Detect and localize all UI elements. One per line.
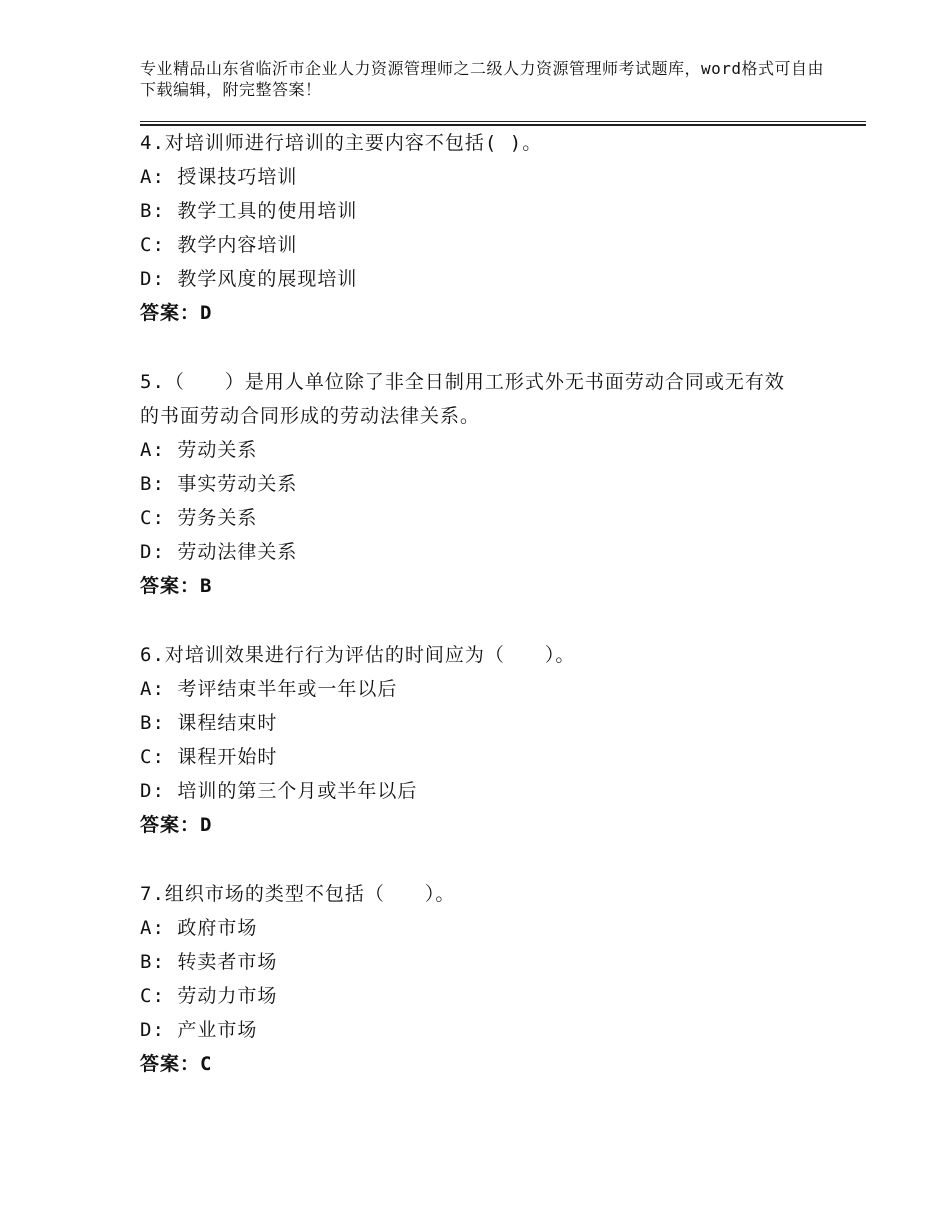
question-4 — [140, 126, 840, 330]
option-a: A: 授课技巧培训 — [140, 166, 298, 188]
option-b: B: 课程结束时 — [140, 712, 278, 734]
document-header: 专业精品山东省临沂市企业人力资源管理师之二级人力资源管理师考试题库，word格式可自由下载编辑，附完整答案！ — [140, 59, 825, 99]
option-b: B: 转卖者市场 — [140, 951, 278, 973]
question-7 — [140, 877, 840, 1081]
option-c: C: 课程开始时 — [140, 746, 278, 768]
question-stem: 4.对培训师进行培训的主要内容不包括( )。 — [140, 132, 543, 154]
option-d: D: 劳动法律关系 — [140, 541, 298, 563]
answer-label: 答案：B — [140, 575, 213, 597]
option-d: D: 产业市场 — [140, 1019, 258, 1041]
answer-label: 答案：C — [140, 1053, 213, 1075]
option-b: B: 教学工具的使用培训 — [140, 200, 358, 222]
option-c: C: 劳动力市场 — [140, 985, 278, 1007]
option-a: A: 政府市场 — [140, 917, 258, 939]
question-6 — [140, 638, 840, 842]
question-5 — [140, 365, 840, 603]
answer-label: 答案：D — [140, 814, 213, 836]
question-stem: 6.对培训效果进行行为评估的时间应为（ ）。 — [140, 644, 576, 666]
option-a: A: 考评结束半年或一年以后 — [140, 678, 398, 700]
question-stem: 5.（ ）是用人单位除了非全日制用工形式外无书面劳动合同或无有效的书面劳动合同形成的劳动法律关系。 — [140, 371, 785, 427]
header-rule-thin — [140, 121, 866, 122]
option-c: C: 劳务关系 — [140, 507, 258, 529]
answer-label: 答案：D — [140, 302, 213, 324]
option-b: B: 事实劳动关系 — [140, 473, 298, 495]
question-stem: 7.组织市场的类型不包括（ ）。 — [140, 883, 456, 905]
option-d: D: 教学风度的展现培训 — [140, 268, 358, 290]
option-d: D: 培训的第三个月或半年以后 — [140, 780, 418, 802]
option-c: C: 教学内容培训 — [140, 234, 298, 256]
option-a: A: 劳动关系 — [140, 439, 258, 461]
